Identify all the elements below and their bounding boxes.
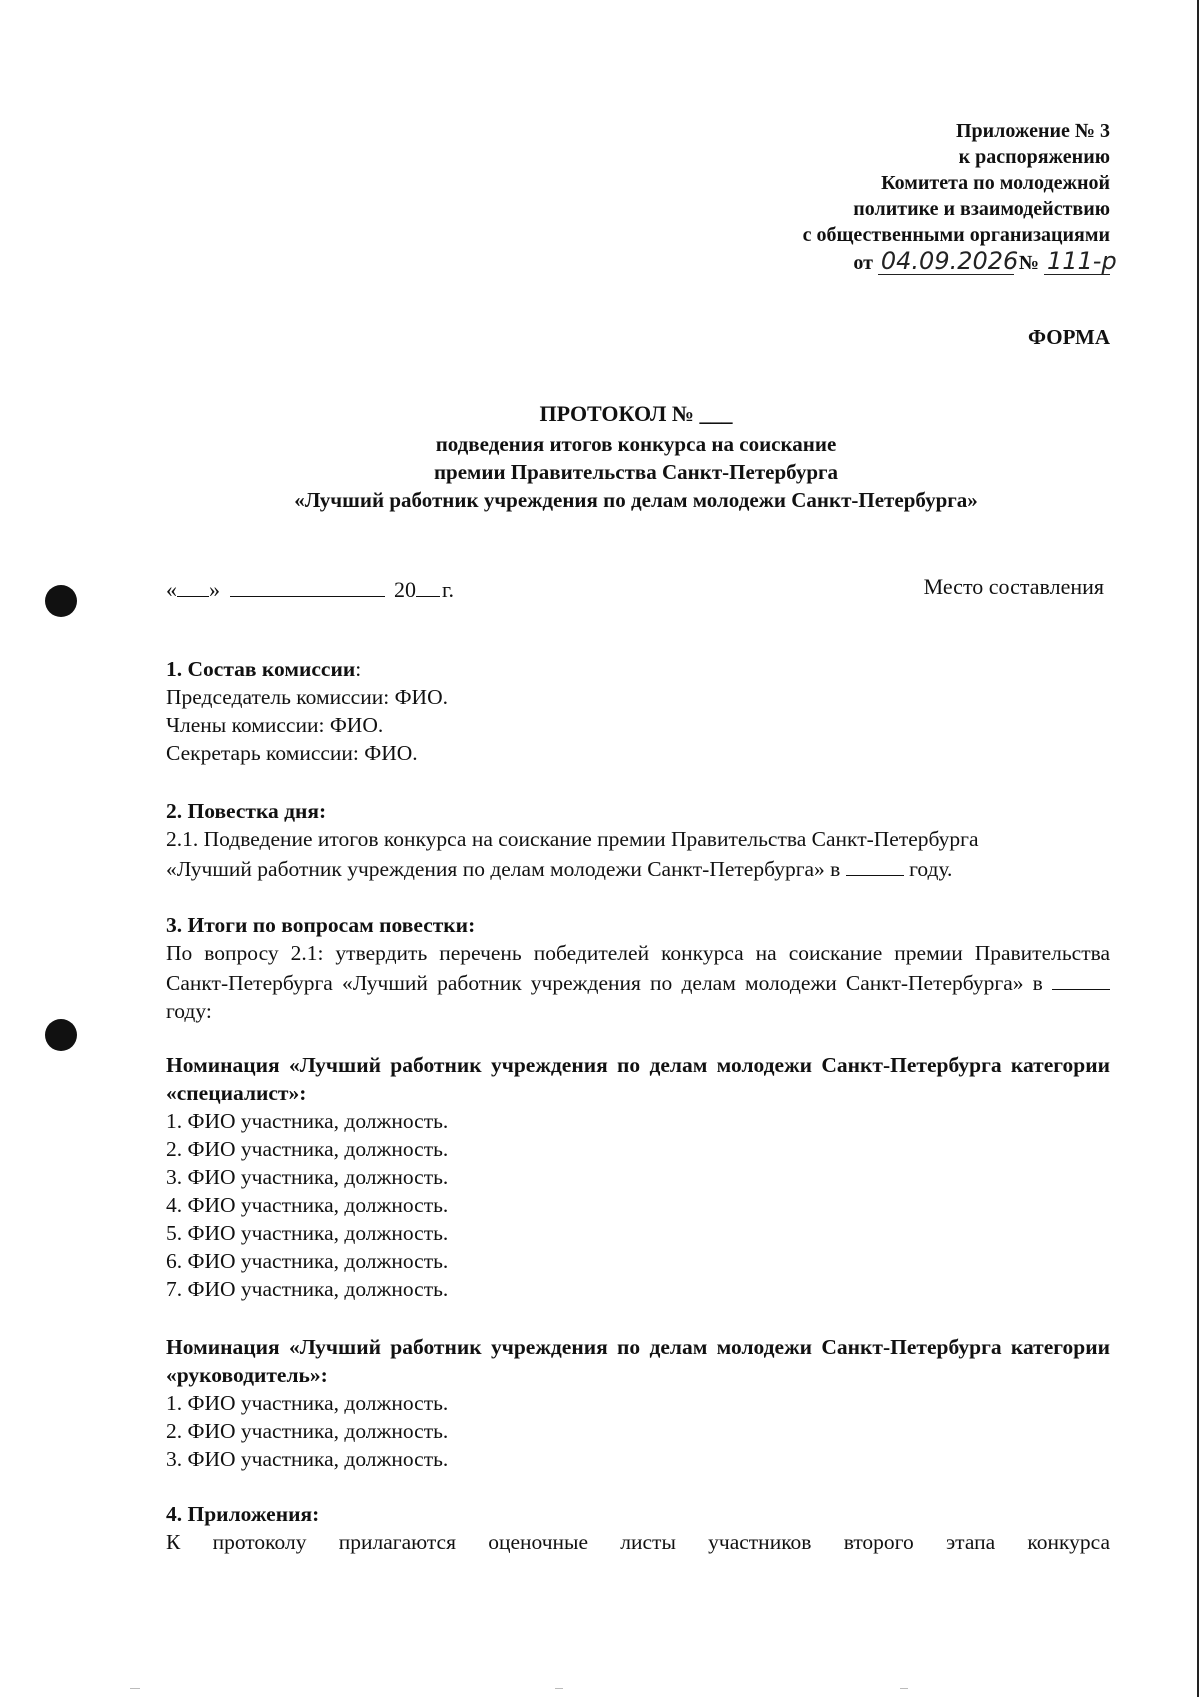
year-blank [846,853,904,876]
nomination-specialist [166,1051,1110,1303]
attachments-text: К протоколу прилагаются оценочные листы участников второго этапа конкурса [166,1530,1110,1554]
section-heading: 2. Повестка дня: [166,799,327,823]
section-agenda [166,797,1110,883]
agenda-item-line: 2.1. Подведение итогов конкурса на соискание премии Правительства Санкт-Петербурга [166,827,979,851]
list-item: 4. ФИО участника, должность. [166,1193,449,1217]
appendix-line: Приложение № 3 [955,120,1110,142]
title-line: ПРОТОКОЛ № ___ [539,401,733,426]
scan-bottom-marks [0,1688,1200,1690]
year-prefix: 20 [394,577,416,602]
punch-hole-mark [45,585,77,617]
place-of-drafting: Место составления [923,574,1104,599]
secretary-line: Секретарь комиссии: ФИО. [166,741,418,765]
year-blank [1052,967,1110,990]
agenda-item-line: «Лучший работник учреждения по делам молодежи Санкт-Петербурга» в [166,857,841,881]
open-quote: « [166,577,177,602]
appendix-header [802,118,1117,276]
list-item: 1. ФИО участника, должность. [166,1109,449,1133]
day-blank [177,574,209,597]
number-sign: № [1018,252,1039,274]
appendix-date-line [803,247,1117,276]
form-label: ФОРМА [1027,325,1110,349]
results-text: По вопросу 2.1: утвердить перечень победителей конкурса на соискание премии Правительства Санкт-Петербурга «Лучший работник учреждения по делам молодежи Санкт-Петербурга» в [166,941,1110,995]
handwritten-date: 04.09.2026 [878,248,1014,275]
title-line: подведения итогов конкурса на соискание [435,432,837,456]
section-heading: 1. Состав комиссии [166,657,356,681]
appendix-line: политике и взаимодействию [853,198,1110,220]
nomination-head [166,1333,1110,1473]
list-item: 2. ФИО участника, должность. [166,1419,449,1443]
handwritten-number: 111-р [1044,248,1110,275]
title-line: премии Правительства Санкт-Петербурга [433,460,839,484]
appendix-line: Комитета по молодежной [881,172,1110,194]
section-results [166,911,1110,1025]
appendix-line: к распоряжению [958,146,1110,168]
nomination-heading: Номинация «Лучший работник учреждения по делам молодежи Санкт-Петербурга категории «руководитель»: [166,1335,1110,1387]
list-item: 5. ФИО участника, должность. [166,1221,449,1245]
section-heading: 3. Итоги по вопросам повестки: [166,913,476,937]
year-suffix: г. [442,577,455,602]
document-title [0,400,1200,514]
chair-line: Председатель комиссии: ФИО. [166,685,448,709]
list-item: 6. ФИО участника, должность. [166,1249,449,1273]
year-blank [416,574,440,597]
section-heading: 4. Приложения: [166,1502,320,1526]
list-item: 3. ФИО участника, должность. [166,1165,449,1189]
list-item: 1. ФИО участника, должность. [166,1391,449,1415]
month-blank [230,574,385,597]
results-text-end: году: [166,999,212,1023]
list-item: 2. ФИО участника, должность. [166,1137,449,1161]
punch-hole-mark [45,1019,77,1051]
section-attachments [166,1500,1110,1556]
list-item: 7. ФИО участника, должность. [166,1277,449,1301]
nomination-heading: Номинация «Лучший работник учреждения по делам молодежи Санкт-Петербурга категории «специалист»: [166,1053,1110,1105]
members-line: Члены комиссии: ФИО. [166,713,384,737]
section-commission [166,655,1110,767]
agenda-item-end: году. [909,857,953,881]
scan-edge-line [1197,0,1199,1697]
close-quote: » [209,577,220,602]
heading-colon: : [355,657,362,681]
date-blank-row [166,574,454,603]
list-item: 3. ФИО участника, должность. [166,1447,449,1471]
title-line: «Лучший работник учреждения по делам молодежи Санкт-Петербурга» [294,488,978,512]
date-prefix: от [853,252,873,274]
appendix-line: с общественными организациями [802,224,1110,246]
